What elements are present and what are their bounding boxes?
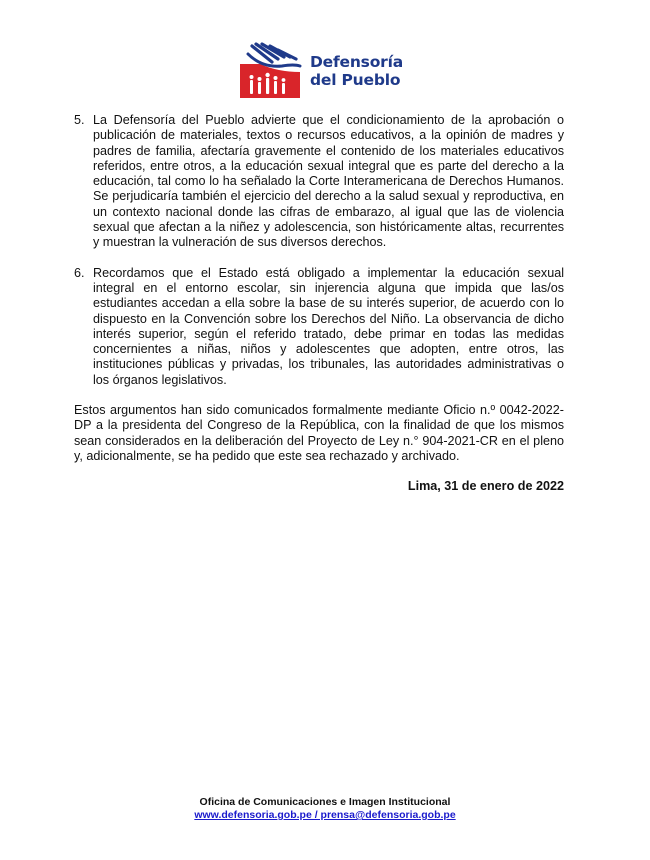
item-number: 6. — [74, 265, 85, 280]
list-item — [74, 113, 564, 251]
item-text: Recordamos que el Estado está obligado a implementar la educación sexual integral en el entorno escolar, sin injerencia alguna que impida que las/os estudiantes accedan a ella sobre la base de su interés superior, de acuerdo con lo dispuesto en la Convención sobre los Derechos del Niño. La observancia de dicho interés superior, según el referido tratado, debe primar en todas las medidas concernientes a niñas, niños y adolescentes que adopten, entre otros, las instituciones públicas y privadas, los tribunales, las autoridades administrativas o los órganos legislativos. — [93, 265, 564, 387]
footer — [0, 796, 650, 822]
logo-line-2: del Pueblo — [310, 71, 401, 89]
defensoria-logo-icon — [238, 42, 302, 100]
closing-paragraph: Estos argumentos han sido comunicados formalmente mediante Oficio n.º 0042-2022-DP a la presidenta del Congreso de la República, con la finalidad de que los mismos sean considerados en la deliberación del Proyecto de Ley n.° 904-2021-CR en el pleno y, adicionalmente, se ha pedido que este sea rechazado y archivado. — [74, 403, 564, 463]
logo — [238, 42, 418, 100]
item-number: 5. — [74, 113, 85, 127]
document-body — [74, 113, 564, 495]
logo-text — [310, 53, 403, 89]
footer-links[interactable]: www.defensoria.gob.pe / prensa@defensoria.gob.pe — [194, 809, 456, 821]
logo-line-1: Defensoría — [310, 53, 403, 71]
list-item — [74, 266, 564, 388]
footer-office: Oficina de Comunicaciones e Imagen Institucional — [199, 796, 451, 808]
item-text: La Defensoría del Pueblo advierte que el condicionamiento de la aprobación o publicación de materiales, textos o recursos educativos, a la opinión de madres y padres de familia, afectaría gravemente el contenido de los materiales educativos referidos, entre otros, a la educación sexual integral que es parte del derecho a la educación, tal como lo ha señalado la Corte Interamericana de Derechos Humanos. Se perjudicaría también el ejercicio del derecho a la salud sexual y reproductiva, en un contexto nacional donde las cifras de embarazo, al igual que las de violencia sexual que afectan a la niñez y adolescencia, son históricamente altas, recurrentes y muestran la vulneración de sus diversos derechos. — [93, 113, 564, 250]
document-date: Lima, 31 de enero de 2022 — [407, 479, 564, 494]
